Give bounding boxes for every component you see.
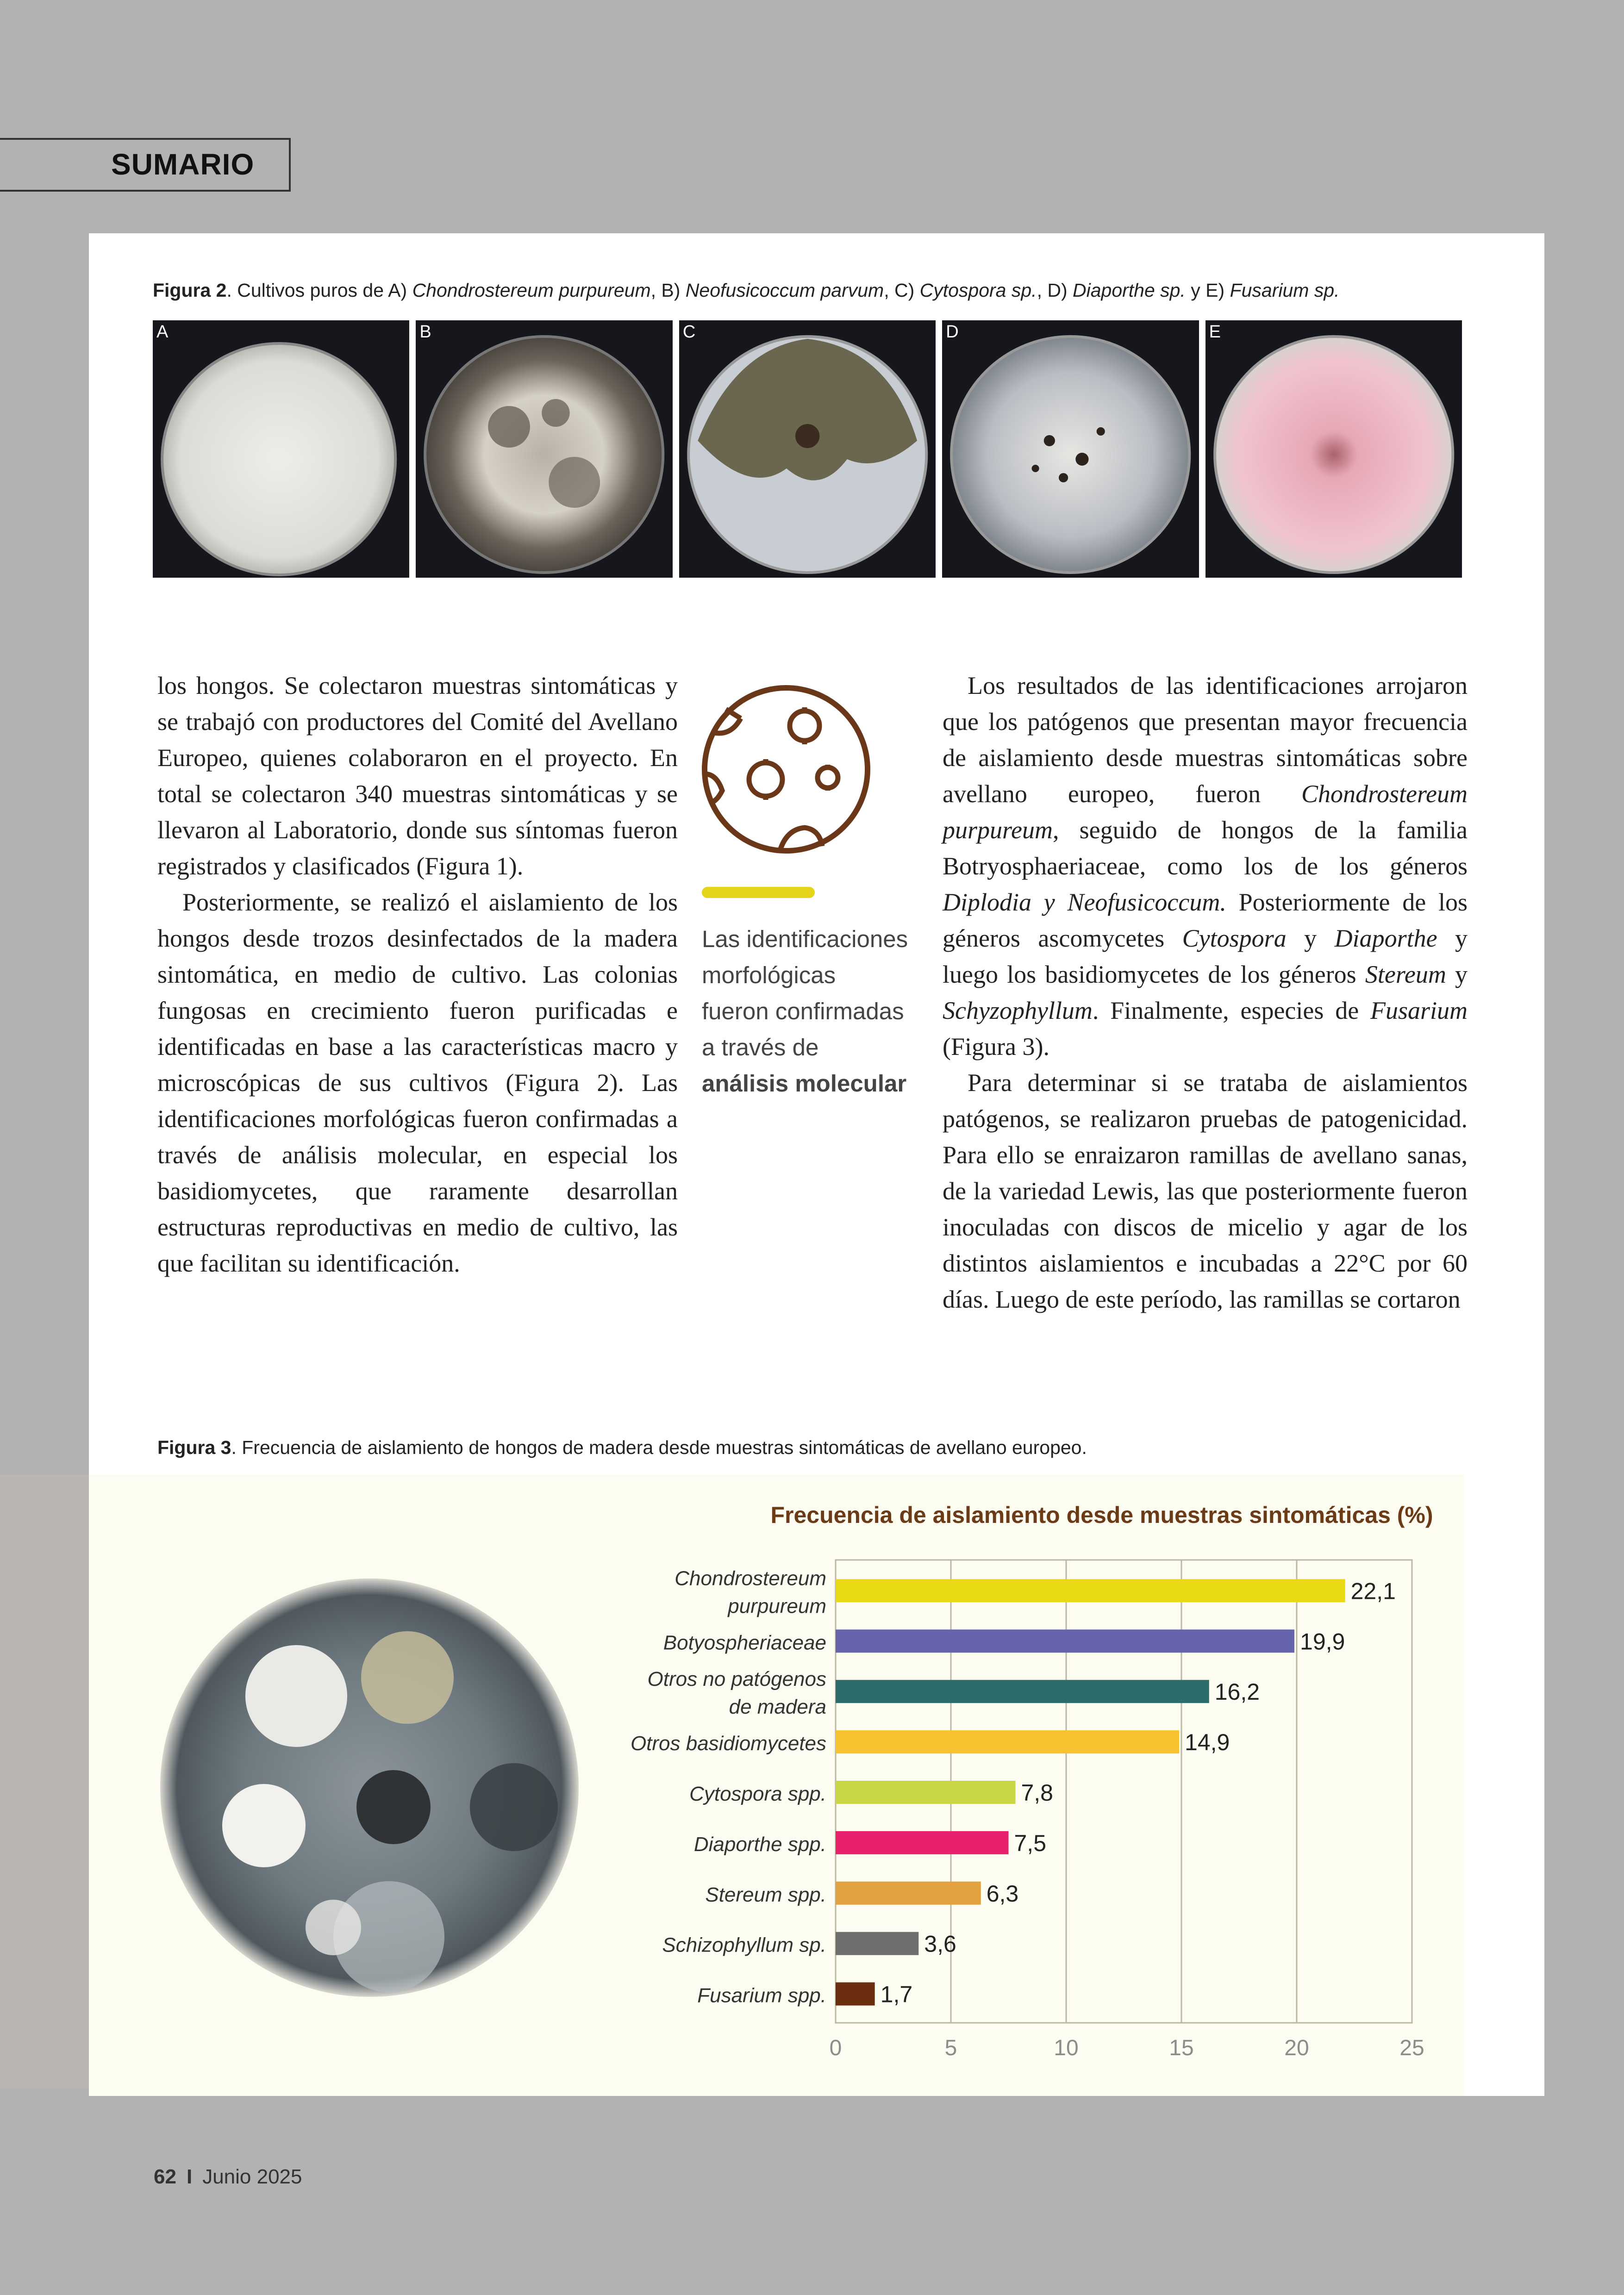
category-label: de madera [729, 1696, 826, 1719]
bar-value-label: 22,1 [1350, 1578, 1396, 1604]
bar [836, 1831, 1009, 1854]
figure3-label: Figura 3 [157, 1437, 231, 1458]
bar-value-label: 14,9 [1185, 1729, 1230, 1756]
cap-species: Neofusicoccum parvum [685, 280, 884, 301]
bar [836, 1932, 918, 1955]
category-label: Otros basidiomycetes [630, 1732, 826, 1755]
paragraph: los hongos. Se colectaron muestras sintomáticas y se trabajó con productores del Comité del Avellano Europeo, quienes colaboraron en el proyecto. En total se colectaron 340 muestras sintomáticas y se llevaron al Laboratorio, donde sus síntomas fueron registrados y clasificados (Figura 1). [157, 672, 678, 880]
quote-line-emphasis: análisis molecular [702, 1070, 907, 1097]
paragraph: Para determinar si se trataba de aislamientos patógenos, se realizaron pruebas de patogenicidad. Para ello se enraizaron ramillas de avellano sanas, de la variedad Lewis, las que posteriormente fueron inoculadas con discos de micelio y agar de los distintos aislamientos e incubadas a 22°C por 60 días. Luego de este período, las ramillas se cortaron [943, 1069, 1468, 1313]
species: Diplodia y Neofusicoccum. [943, 888, 1226, 916]
category-label: purpureum [728, 1595, 826, 1618]
quote-line: morfológicas [702, 962, 836, 988]
petri-dish-image [157, 1576, 581, 2000]
bar [836, 1629, 1294, 1653]
culture-plate-b [416, 320, 672, 578]
cap-species: Fusarium sp. [1230, 280, 1340, 301]
cap-species: Chondrostereum purpureum [412, 280, 651, 301]
cap-species: Diaporthe sp. [1073, 280, 1186, 301]
plate-b-image [416, 320, 672, 578]
quote-line: a través de [702, 1034, 819, 1060]
bar [836, 1730, 1179, 1753]
bar-value-label: 6,3 [986, 1880, 1019, 1907]
cap-text: . Frecuencia de aislamiento de hongos de madera desde muestras sintomáticas de avellano europeo. [231, 1437, 1087, 1458]
bar [836, 1983, 875, 2006]
category-label: Cytospora spp. [689, 1783, 826, 1805]
species: Fusarium [1370, 997, 1468, 1024]
bar [836, 1882, 981, 1905]
bar [836, 1680, 1209, 1703]
text: y [1446, 960, 1468, 988]
plate-e-image [1206, 320, 1462, 578]
cap-text: . Cultivos puros de A) [226, 280, 412, 301]
panel-letter-c: C [682, 322, 696, 342]
category-label: Chondrostereum [675, 1567, 826, 1590]
species: Chondrostereum purpureum [943, 780, 1468, 844]
species: Schyzophyllum [943, 997, 1093, 1024]
microbe-dish-icon [698, 681, 874, 857]
cap-text: , D) [1037, 280, 1073, 301]
culture-plate-d [942, 320, 1199, 578]
chart-title: Frecuencia de aislamiento desde muestras sintomáticas (%) [770, 1502, 1433, 1528]
cap-text: , C) [884, 280, 920, 301]
cap-text: , B) [650, 280, 686, 301]
issue-date: Junio 2025 [202, 2165, 302, 2188]
text: Los resultados de las identificaciones arrojaron que los patógenos que presentan mayor frecuencia de aislamiento desde muestras sintomáticas sobre avellano europeo, fueron [943, 672, 1468, 808]
category-label: Stereum spp. [705, 1883, 826, 1906]
text: , seguido de hongos de la familia Botryosphaeriaceae, como los de los géneros [943, 816, 1468, 880]
category-label: Botyospheriaceae [663, 1631, 826, 1654]
text: y [1286, 924, 1335, 952]
text: (Figura 3). [943, 1033, 1049, 1060]
x-tick-label: 10 [1054, 2036, 1079, 2060]
category-label: Fusarium spp. [697, 1984, 826, 2007]
figure2-photo-strip [153, 320, 1462, 578]
left-margin-band [0, 1475, 89, 2089]
panel-letter-e: E [1209, 322, 1221, 342]
bar-value-label: 19,9 [1300, 1628, 1345, 1655]
bar-value-label: 7,8 [1021, 1780, 1053, 1806]
culture-plate-a [153, 320, 409, 578]
page-number: 62 [154, 2165, 176, 2188]
culture-plate-c [679, 320, 936, 578]
figure2-label: Figura 2 [153, 280, 227, 301]
bar-value-label: 1,7 [880, 1981, 913, 2008]
body-column-1 [157, 667, 678, 1281]
text: y luego los basidiomycetes de los géneros [943, 924, 1468, 988]
x-tick-label: 5 [944, 2036, 957, 2060]
plate-d-image [942, 320, 1199, 578]
category-label: Schizophyllum sp. [662, 1933, 826, 1957]
paragraph: Posteriormente, se realizó el aislamiento de los hongos desde trozos desinfectados de la madera sintomática, en medio de cultivo. Las colonias fungosas en crecimiento fueron purificadas e identificadas en base a las características macro y microscópicas de sus cultivos (Figura 2). Las identificaciones morfológicas fueron confirmadas a través de análisis molecular, en especial los basidiomycetes, que raramente desarrollan estructuras reproductivas en medio de cultivo, las que facilitan su identificación. [157, 888, 678, 1277]
species: Stereum [1365, 960, 1446, 988]
category-label: Diaporthe spp. [693, 1833, 826, 1856]
section-label[interactable]: SUMARIO [111, 148, 255, 181]
figure3-caption [157, 1437, 1087, 1459]
x-tick-label: 25 [1399, 2036, 1424, 2060]
x-tick-label: 15 [1169, 2036, 1194, 2060]
footer-separator: I [186, 2165, 193, 2188]
bar [836, 1579, 1345, 1602]
panel-letter-b: B [419, 322, 431, 342]
body-column-3 [943, 667, 1468, 1317]
bar-value-label: 3,6 [924, 1931, 956, 1957]
paragraph [943, 667, 1468, 1065]
bar-value-label: 7,5 [1014, 1830, 1047, 1856]
text: . Finalmente, especies de [1092, 997, 1370, 1024]
culture-plate-e [1206, 320, 1462, 578]
accent-bar [702, 887, 815, 898]
cap-text: y E) [1185, 280, 1230, 301]
x-tick-label: 0 [829, 2036, 842, 2060]
pull-quote [702, 921, 924, 1102]
plate-c-image [679, 320, 936, 578]
text: Posteriormente de los géneros ascomycetes [943, 888, 1468, 952]
plate-a-image [153, 320, 409, 578]
x-tick-label: 20 [1284, 2036, 1309, 2060]
bar-value-label: 16,2 [1214, 1679, 1260, 1705]
figure2-caption [153, 280, 1340, 301]
bar [836, 1781, 1015, 1804]
cap-species: Cytospora sp. [919, 280, 1037, 301]
species: Cytospora [1182, 924, 1287, 952]
panel-letter-d: D [946, 322, 959, 342]
quote-line: Las identificaciones [702, 926, 908, 952]
panel-letter-a: A [156, 322, 169, 342]
quote-line: fueron confirmadas [702, 998, 904, 1024]
species: Diaporthe [1334, 924, 1437, 952]
page-footer [154, 2165, 302, 2189]
category-label: Otros no patógenos [647, 1668, 826, 1691]
frequency-bar-chart [602, 1495, 1463, 2064]
